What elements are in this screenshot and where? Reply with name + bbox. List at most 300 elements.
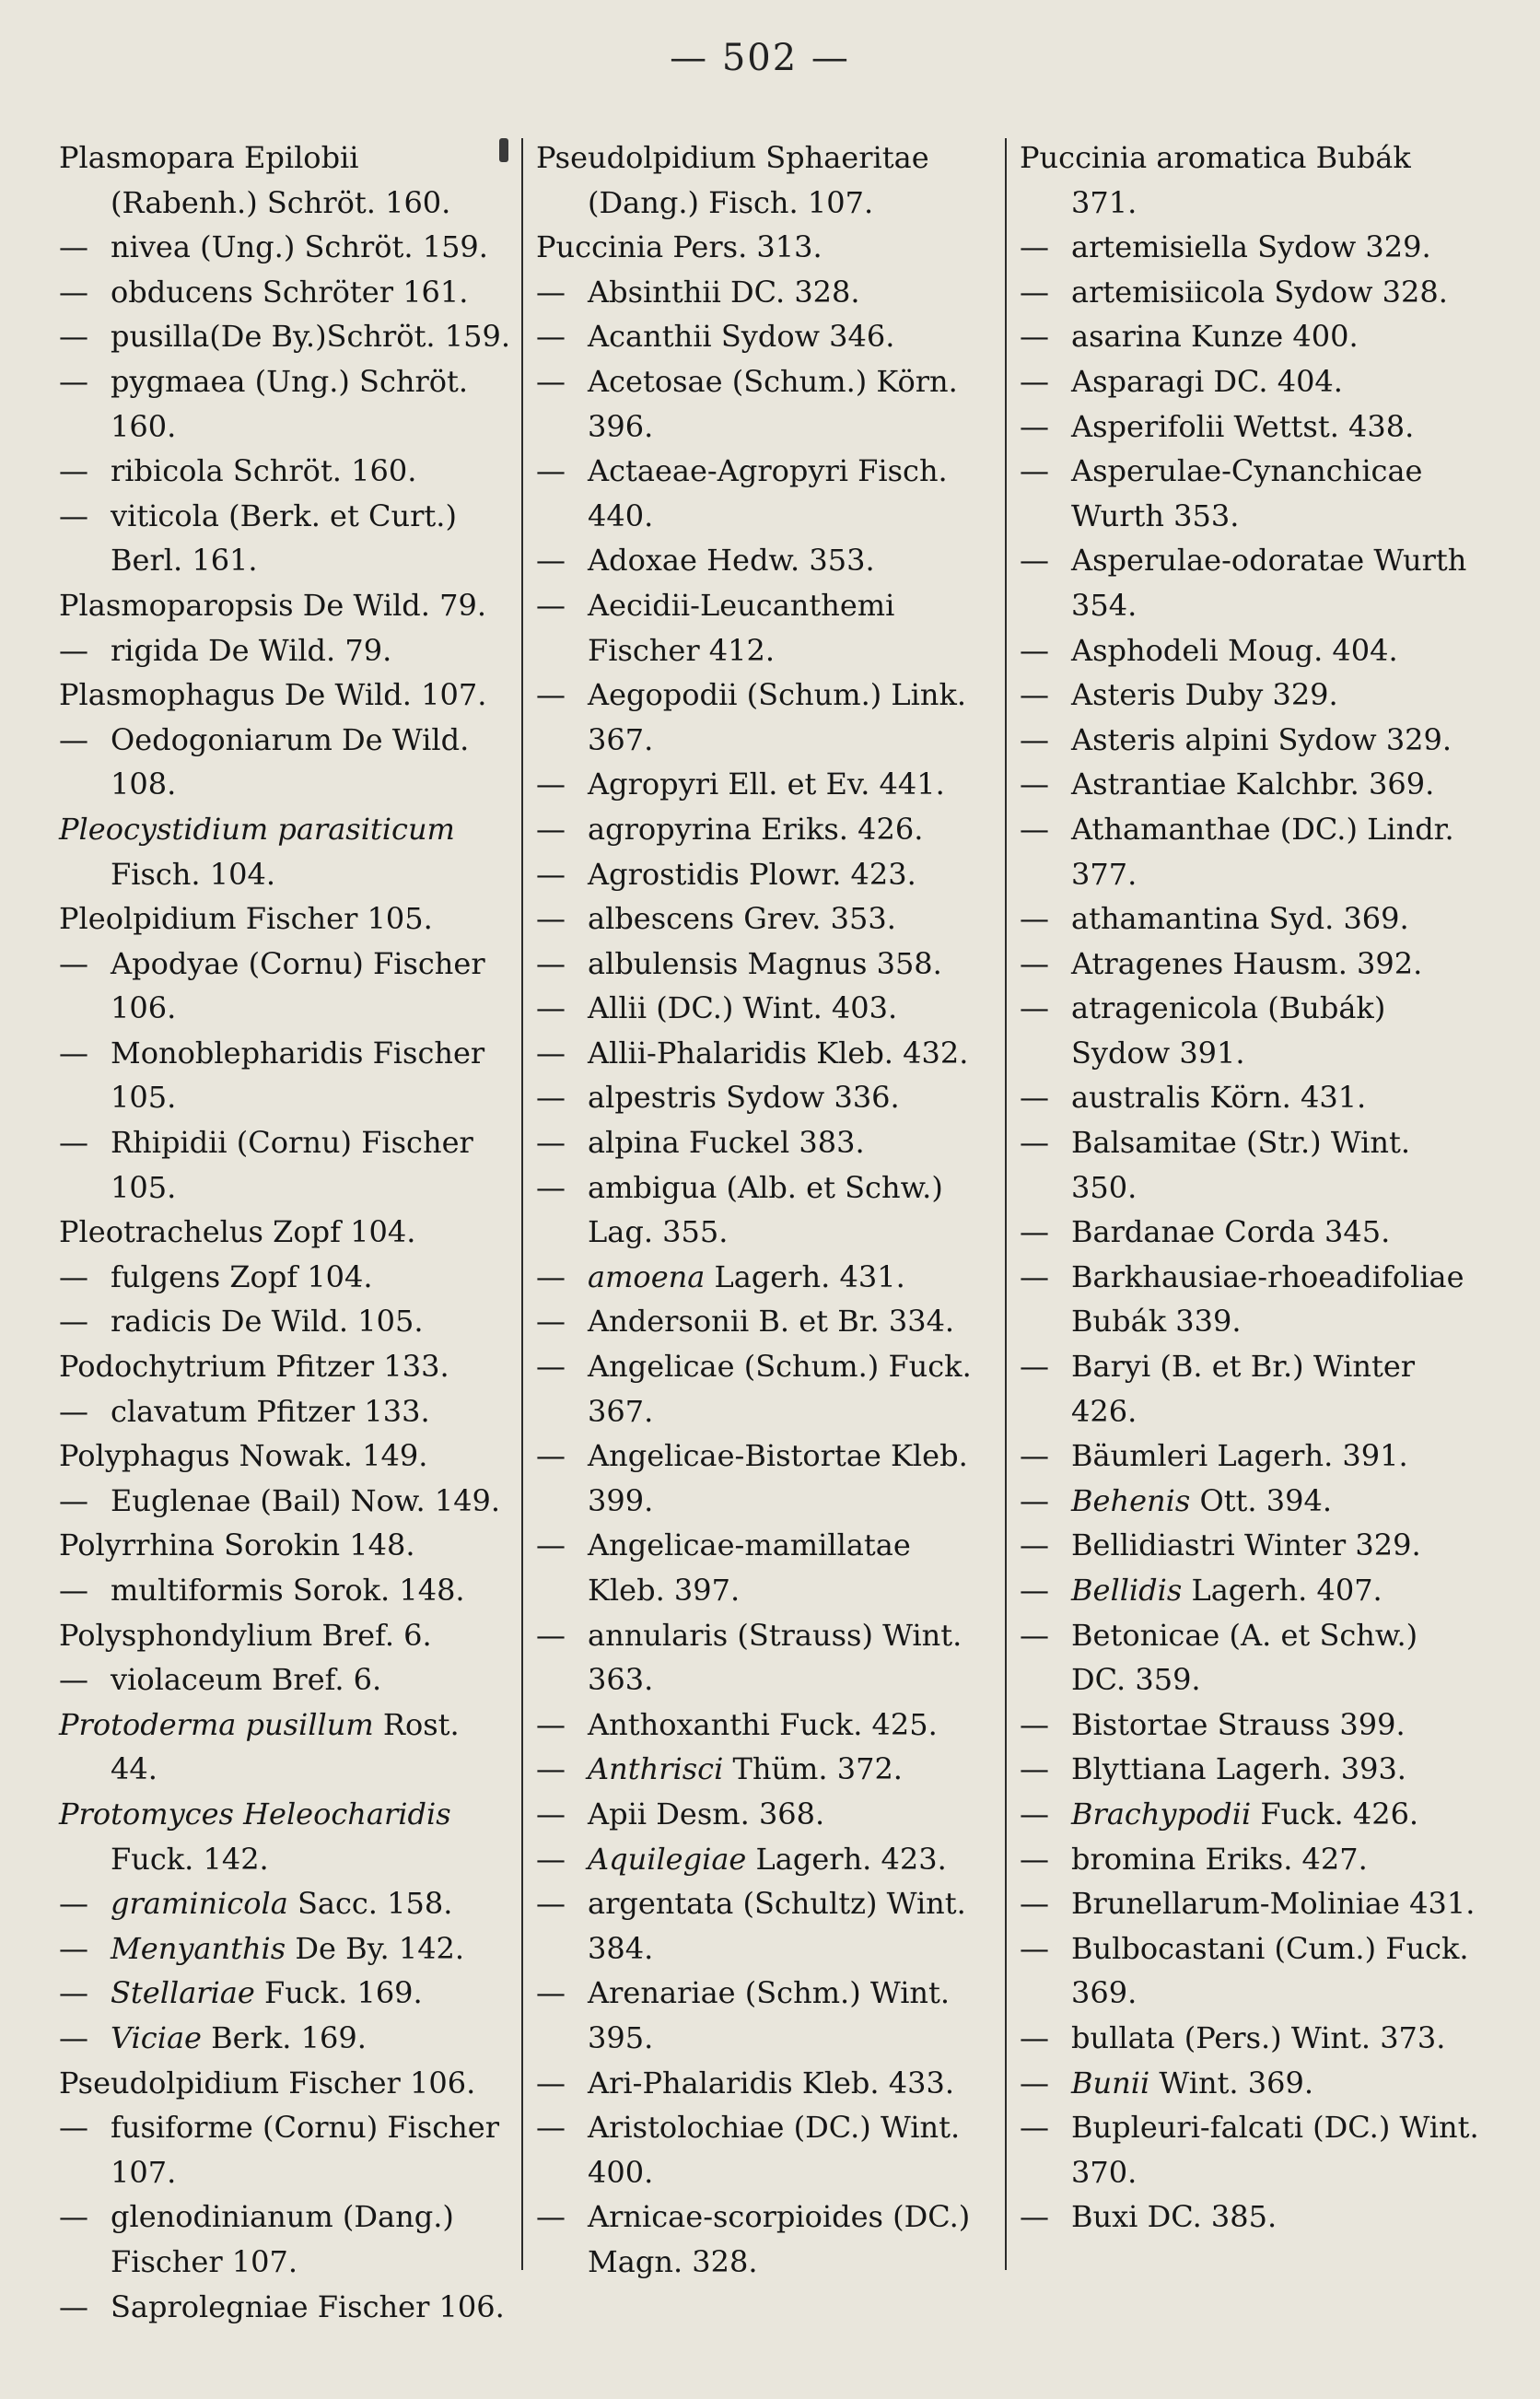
dash-mark: — — [1020, 677, 1049, 713]
index-subentry — [536, 807, 986, 852]
entry-text: Pleotrachelus Zopf 104. — [59, 1214, 416, 1250]
entry-text: Rost. 44. — [111, 1706, 460, 1787]
italic-name: Anthrisci — [588, 1751, 724, 1787]
index-subentry — [59, 449, 514, 494]
index-subentry — [1020, 1344, 1480, 1434]
dash-mark: — — [1020, 274, 1049, 310]
entry-text: Allii-Phalaridis Kleb. 432. — [588, 1035, 969, 1071]
entry-text: alpina Fuckel 383. — [588, 1125, 865, 1161]
entry-text: agropyrina Eriks. 426. — [588, 811, 924, 847]
entry-text: radicis De Wild. 105. — [111, 1304, 424, 1340]
dash-mark: — — [1020, 811, 1049, 847]
dash-mark: — — [59, 2199, 88, 2235]
index-subentry — [536, 1523, 986, 1612]
index-subentry — [536, 1613, 986, 1703]
index-entry — [59, 2061, 514, 2106]
entry-text: albescens Grev. 353. — [588, 901, 896, 937]
dash-mark: — — [536, 1796, 566, 1831]
entry-text: Fuck. 426. — [1251, 1796, 1419, 1831]
entry-text: Euglenae (Bail) Now. 149. — [111, 1482, 501, 1518]
entry-text: albulensis Magnus 358. — [588, 945, 942, 981]
entry-text: artemisiella Sydow 329. — [1071, 229, 1431, 265]
index-subentry — [59, 494, 514, 583]
index-entry — [59, 1210, 514, 1255]
dash-mark: — — [536, 2110, 566, 2146]
dash-mark: — — [1020, 408, 1049, 444]
dash-mark: — — [59, 497, 88, 533]
entry-text: Barkhausiae-rhoeadifoliae Bubák 339. — [1071, 1258, 1464, 1340]
dash-mark: — — [59, 1035, 88, 1071]
dash-mark: — — [1020, 229, 1049, 265]
index-entry — [59, 1434, 514, 1479]
index-subentry — [59, 718, 514, 807]
dash-mark: — — [59, 1975, 88, 2011]
index-subentry — [536, 2061, 986, 2106]
dash-mark: — — [536, 1169, 566, 1205]
index-entry — [59, 135, 514, 225]
dash-mark: — — [536, 945, 566, 981]
dash-mark: — — [536, 1617, 566, 1653]
entry-text: Bardanae Corda 345. — [1071, 1214, 1391, 1250]
entry-text: Arenariae (Schm.) Wint. 395. — [588, 1975, 951, 2055]
dash-mark: — — [536, 990, 566, 1026]
entry-text: Angelicae (Schum.) Fuck. 367. — [588, 1349, 972, 1429]
index-subentry — [536, 1881, 986, 1971]
dash-mark: — — [536, 453, 566, 489]
index-entry — [59, 673, 514, 718]
index-entry — [59, 896, 514, 942]
dash-mark: — — [59, 1125, 88, 1161]
entry-text: Monoblepharidis Fischer 105. — [111, 1035, 485, 1116]
index-subentry — [1020, 1881, 1480, 1926]
index-subentry — [536, 1747, 986, 1792]
index-subentry — [536, 1837, 986, 1882]
dash-mark: — — [1020, 1482, 1049, 1518]
index-subentry — [536, 359, 986, 449]
entry-text: asarina Kunze 400. — [1071, 319, 1359, 355]
index-entry — [59, 1523, 514, 1568]
entry-text: Apodyae (Cornu) Fischer 106. — [111, 945, 485, 1026]
dash-mark: — — [59, 319, 88, 355]
dash-mark: — — [59, 1930, 88, 1966]
dash-mark: — — [536, 1527, 566, 1563]
italic-name: Menyanthis — [111, 1930, 286, 1966]
entry-text: Fuck. 169. — [254, 1975, 423, 2011]
index-subentry — [59, 1389, 514, 1434]
entry-text: Blyttiana Lagerh. 393. — [1071, 1751, 1406, 1787]
entry-text: pusilla(De By.)Schröt. 159. — [111, 319, 511, 355]
entry-text: argentata (Schultz) Wint. 384. — [588, 1886, 966, 1966]
entry-text: annularis (Strauss) Wint. 363. — [588, 1617, 962, 1698]
index-subentry — [1020, 2194, 1480, 2240]
entry-text: Saprolegniae Fischer 106. — [111, 2288, 505, 2324]
dash-mark: — — [536, 1080, 566, 1116]
dash-mark: — — [1020, 1125, 1049, 1161]
index-subentry — [59, 2016, 514, 2061]
index-subentry — [59, 314, 514, 359]
index-subentry — [59, 270, 514, 315]
index-subentry — [59, 942, 514, 1031]
index-entry — [59, 1613, 514, 1658]
dash-mark: — — [1020, 319, 1049, 355]
index-subentry — [59, 225, 514, 270]
dash-mark: — — [1020, 1573, 1049, 1608]
dash-mark: — — [536, 1751, 566, 1787]
index-entry — [59, 1792, 514, 1881]
entry-text: australis Körn. 431. — [1071, 1080, 1367, 1116]
italic-name: Stellariae — [111, 1975, 255, 2011]
italic-name: Viciae — [111, 2019, 202, 2055]
dash-mark: — — [536, 1125, 566, 1161]
column-rule — [521, 138, 523, 2270]
index-subentry — [1020, 314, 1480, 359]
entry-text: Asperulae-Cynanchicae Wurth 353. — [1071, 453, 1423, 533]
dash-mark: — — [536, 1841, 566, 1877]
index-subentry — [1020, 1568, 1480, 1613]
index-subentry — [1020, 942, 1480, 987]
dash-mark: — — [59, 2019, 88, 2055]
index-subentry — [1020, 2061, 1480, 2106]
entry-text: ribicola Schröt. 160. — [111, 453, 417, 489]
entry-text: Allii (DC.) Wint. 403. — [588, 990, 898, 1026]
index-subentry — [1020, 538, 1480, 627]
index-subentry — [536, 1971, 986, 2060]
index-subentry — [1020, 1075, 1480, 1120]
dash-mark: — — [59, 632, 88, 668]
index-subentry — [59, 1479, 514, 1524]
dash-mark: — — [1020, 1706, 1049, 1742]
entry-text: Polyphagus Nowak. 149. — [59, 1438, 428, 1474]
dash-mark: — — [536, 811, 566, 847]
index-column-3 — [1020, 135, 1480, 2240]
entry-text: Asperulae-odoratae Wurth 354. — [1071, 543, 1467, 623]
dash-mark: — — [1020, 1258, 1049, 1294]
entry-text: Berk. 169. — [201, 2019, 367, 2055]
index-subentry — [1020, 2105, 1480, 2194]
index-subentry — [536, 762, 986, 807]
entry-text: Pseudolpidium Sphaeritae (Dang.) Fisch. 107. — [536, 140, 929, 220]
index-subentry — [59, 1255, 514, 1300]
entry-text: Angelicae-Bistortae Kleb. 399. — [588, 1438, 968, 1518]
entry-text: Bäumleri Lagerh. 391. — [1071, 1438, 1408, 1474]
entry-text: nivea (Ung.) Schröt. 159. — [111, 229, 488, 265]
index-subentry — [1020, 1523, 1480, 1568]
dash-mark: — — [536, 1304, 566, 1340]
index-subentry — [536, 1434, 986, 1523]
entry-text: Betonicae (A. et Schw.) DC. 359. — [1071, 1617, 1418, 1698]
index-entry — [59, 1703, 514, 1792]
entry-text: Ari-Phalaridis Kleb. 433. — [588, 2065, 954, 2101]
dash-mark: — — [536, 1438, 566, 1474]
entry-text: Asteris Duby 329. — [1071, 677, 1338, 713]
entry-text: Arnicae-scorpioides (DC.) Magn. 328. — [588, 2199, 971, 2279]
index-subentry — [536, 673, 986, 762]
index-subentry — [1020, 896, 1480, 942]
italic-name: graminicola — [111, 1886, 288, 1922]
index-subentry — [536, 583, 986, 673]
index-subentry — [536, 270, 986, 315]
dash-mark: — — [1020, 2019, 1049, 2055]
entry-text: clavatum Pfitzer 133. — [111, 1393, 430, 1429]
dash-mark: — — [59, 1573, 88, 1608]
dash-mark: — — [536, 1258, 566, 1294]
dash-mark: — — [1020, 1751, 1049, 1787]
dash-mark: — — [536, 274, 566, 310]
entry-text: bullata (Pers.) Wint. 373. — [1071, 2019, 1446, 2055]
index-subentry — [536, 896, 986, 942]
entry-text: Lagerh. 423. — [746, 1841, 947, 1877]
entry-text: Baryi (B. et Br.) Winter 426. — [1071, 1349, 1416, 1429]
index-subentry — [1020, 2016, 1480, 2061]
italic-name: Aquilegiae — [588, 1841, 747, 1877]
index-subentry — [59, 1568, 514, 1613]
entry-text: Absinthii DC. 328. — [588, 274, 860, 310]
dash-mark: — — [1020, 990, 1049, 1026]
dash-mark: — — [1020, 767, 1049, 802]
entry-text: Asperifolii Wettst. 438. — [1071, 408, 1415, 444]
entry-text: violaceum Bref. 6. — [111, 1662, 382, 1698]
index-subentry — [59, 1031, 514, 1120]
entry-text: Plasmoparopsis De Wild. 79. — [59, 587, 487, 623]
index-entry — [59, 583, 514, 628]
index-subentry — [536, 942, 986, 987]
index-subentry — [536, 1344, 986, 1434]
dash-mark: — — [536, 1975, 566, 2011]
dash-mark: — — [59, 1304, 88, 1340]
entry-text: Plasmophagus De Wild. 107. — [59, 677, 487, 713]
dash-mark: — — [1020, 543, 1049, 579]
entry-text: obducens Schröter 161. — [111, 274, 469, 310]
entry-text: Atragenes Hausm. 392. — [1071, 945, 1423, 981]
index-subentry — [1020, 270, 1480, 315]
dash-mark: — — [59, 721, 88, 757]
index-subentry — [1020, 1255, 1480, 1344]
entry-text: Polyrrhina Sorokin 148. — [59, 1527, 415, 1563]
entry-text: Anthoxanthi Fuck. 425. — [588, 1706, 938, 1742]
dash-mark: — — [59, 945, 88, 981]
entry-text: Apii Desm. 368. — [588, 1796, 825, 1831]
entry-text: Aristolochiae (DC.) Wint. 400. — [588, 2110, 961, 2190]
index-subentry — [59, 1657, 514, 1703]
dash-mark: — — [536, 677, 566, 713]
entry-text: Agropyri Ell. et Ev. 441. — [588, 767, 945, 802]
italic-name: Protomyces Heleocharidis — [59, 1796, 451, 1831]
dash-mark: — — [1020, 632, 1049, 668]
index-subentry — [59, 359, 514, 449]
dash-mark: — — [536, 2065, 566, 2101]
dash-mark: — — [536, 901, 566, 937]
entry-text: Fisch. 104. — [111, 856, 275, 892]
index-subentry — [1020, 986, 1480, 1075]
dash-mark: — — [536, 587, 566, 623]
index-subentry — [1020, 762, 1480, 807]
dash-mark: — — [59, 1482, 88, 1518]
dash-mark: — — [1020, 1841, 1049, 1877]
index-subentry — [536, 2105, 986, 2194]
page-number: — 502 — — [670, 37, 850, 79]
index-subentry — [536, 1299, 986, 1344]
index-subentry — [59, 1881, 514, 1926]
entry-text: Bistortae Strauss 399. — [1071, 1706, 1406, 1742]
entry-text: Astrantiae Kalchbr. 369. — [1071, 767, 1435, 802]
dash-mark: — — [536, 543, 566, 579]
index-subentry — [1020, 1837, 1480, 1882]
entry-text: multiformis Sorok. 148. — [111, 1573, 465, 1608]
dash-mark: — — [536, 1706, 566, 1742]
entry-text: De By. 142. — [286, 1930, 465, 1966]
entry-text: Adoxae Hedw. 353. — [588, 543, 875, 579]
index-subentry — [536, 852, 986, 897]
entry-text: Acanthii Sydow 346. — [588, 319, 895, 355]
index-subentry — [59, 1926, 514, 1972]
index-subentry — [1020, 449, 1480, 538]
entry-text: Thüm. 372. — [723, 1751, 903, 1787]
entry-text: Asphodeli Moug. 404. — [1071, 632, 1398, 668]
index-entry — [59, 807, 514, 896]
dash-mark: — — [1020, 2065, 1049, 2101]
entry-text: Polysphondylium Bref. 6. — [59, 1617, 432, 1653]
dash-mark: — — [59, 229, 88, 265]
entry-text: Andersonii B. et Br. 334. — [588, 1304, 955, 1340]
index-subentry — [1020, 1120, 1480, 1210]
index-entry — [536, 135, 986, 225]
index-subentry — [536, 1120, 986, 1165]
entry-text: Angelicae-mamillatae Kleb. 397. — [588, 1527, 911, 1608]
index-subentry — [1020, 1792, 1480, 1837]
index-subentry — [1020, 673, 1480, 718]
dash-mark: — — [536, 1035, 566, 1071]
dash-mark: — — [536, 319, 566, 355]
index-subentry — [1020, 628, 1480, 673]
dash-mark: — — [59, 1393, 88, 1429]
entry-text: Pseudolpidium Fischer 106. — [59, 2065, 476, 2101]
dash-mark: — — [59, 1662, 88, 1698]
index-subentry — [1020, 1747, 1480, 1792]
dash-mark: — — [59, 1258, 88, 1294]
entry-text: Buxi DC. 385. — [1071, 2199, 1278, 2235]
entry-text: Lagerh. 407. — [1182, 1573, 1382, 1608]
dash-mark: — — [1020, 2199, 1049, 2235]
entry-text: Ott. 394. — [1190, 1482, 1332, 1518]
entry-text: Athamanthae (DC.) Lindr. 377. — [1071, 811, 1454, 892]
index-subentry — [59, 1120, 514, 1210]
index-subentry — [1020, 404, 1480, 450]
entry-text: atragenicola (Bubák) Sydow 391. — [1071, 990, 1386, 1071]
dash-mark: — — [1020, 1527, 1049, 1563]
column-rule — [1005, 138, 1007, 2270]
dash-mark: — — [1020, 901, 1049, 937]
entry-text: viticola (Berk. et Curt.) Berl. 161. — [111, 497, 457, 579]
entry-text: Acetosae (Schum.) Körn. 396. — [588, 363, 958, 444]
index-subentry — [536, 1031, 986, 1076]
entry-text: Bupleuri-falcati (DC.) Wint. 370. — [1071, 2110, 1479, 2190]
index-subentry — [59, 1299, 514, 1344]
dash-mark: — — [1020, 2110, 1049, 2146]
entry-text: Plasmopara Epilobii (Rabenh.) Schröt. 160. — [59, 140, 451, 220]
dash-mark: — — [59, 2288, 88, 2324]
entry-text: Oedogoniarum De Wild. 108. — [111, 721, 470, 802]
index-subentry — [1020, 225, 1480, 270]
entry-text: pygmaea (Ung.) Schröt. 160. — [111, 363, 469, 444]
dash-mark: — — [536, 767, 566, 802]
italic-name: Brachypodii — [1071, 1796, 1252, 1831]
dash-mark: — — [536, 363, 566, 399]
dash-mark: — — [59, 2110, 88, 2146]
italic-name: Protoderma pusillum — [59, 1706, 374, 1742]
index-subentry — [1020, 1703, 1480, 1748]
index-subentry — [536, 986, 986, 1031]
dash-mark: — — [1020, 1796, 1049, 1831]
index-column-2 — [536, 135, 986, 2285]
entry-text: Balsamitae (Str.) Wint. 350. — [1071, 1125, 1411, 1205]
italic-name: Bellidis — [1071, 1573, 1183, 1608]
entry-text: Bulbocastani (Cum.) Fuck. 369. — [1071, 1930, 1469, 2011]
index-subentry — [1020, 1210, 1480, 1255]
dash-mark: — — [59, 1886, 88, 1922]
dash-mark: — — [1020, 1930, 1049, 1966]
entry-text: Brunellarum-Moliniae 431. — [1071, 1886, 1476, 1922]
entry-text: Agrostidis Plowr. 423. — [588, 856, 916, 892]
dash-mark: — — [536, 1886, 566, 1922]
dash-mark: — — [1020, 1617, 1049, 1653]
index-subentry — [536, 1792, 986, 1837]
index-subentry — [1020, 1434, 1480, 1479]
entry-text: athamantina Syd. 369. — [1071, 901, 1409, 937]
entry-text: Actaeae-Agropyri Fisch. 440. — [588, 453, 948, 533]
entry-text: Puccinia Pers. 313. — [536, 229, 822, 265]
entry-text: Puccinia aromatica Bubák 371. — [1020, 140, 1411, 220]
dash-mark: — — [1020, 453, 1049, 489]
index-subentry — [1020, 359, 1480, 404]
index-subentry — [536, 449, 986, 538]
entry-text: Pleolpidium Fischer 105. — [59, 901, 433, 937]
entry-text: Aecidii-Leucanthemi Fischer 412. — [588, 587, 895, 668]
dash-mark: — — [1020, 1349, 1049, 1385]
index-entry — [536, 225, 986, 270]
entry-text: ambigua (Alb. et Schw.) Lag. 355. — [588, 1169, 943, 1250]
dash-mark: — — [59, 274, 88, 310]
index-column-1 — [59, 135, 514, 2329]
index-subentry — [536, 1075, 986, 1120]
entry-text: Bellidiastri Winter 329. — [1071, 1527, 1421, 1563]
index-subentry — [1020, 1613, 1480, 1703]
entry-text: bromina Eriks. 427. — [1071, 1841, 1368, 1877]
entry-text: fulgens Zopf 104. — [111, 1258, 373, 1294]
index-subentry — [536, 538, 986, 583]
dash-mark: — — [1020, 1886, 1049, 1922]
entry-text: Asteris alpini Sydow 329. — [1071, 721, 1452, 757]
italic-name: Bunii — [1071, 2065, 1150, 2101]
dash-mark: — — [536, 2199, 566, 2235]
dash-mark: — — [1020, 1438, 1049, 1474]
index-subentry — [59, 2285, 514, 2330]
italic-name: amoena — [588, 1258, 706, 1294]
index-entry — [59, 1344, 514, 1389]
entry-text: rigida De Wild. 79. — [111, 632, 392, 668]
dash-mark: — — [1020, 363, 1049, 399]
index-subentry — [59, 1971, 514, 2016]
index-subentry — [1020, 807, 1480, 896]
index-subentry — [536, 1255, 986, 1300]
index-subentry — [536, 1703, 986, 1748]
italic-name: Pleocystidium parasiticum — [59, 811, 455, 847]
entry-text: Wint. 369. — [1149, 2065, 1313, 2101]
dash-mark: — — [1020, 721, 1049, 757]
index-subentry — [59, 2194, 514, 2284]
italic-name: Behenis — [1071, 1482, 1191, 1518]
dash-mark: — — [1020, 1214, 1049, 1250]
index-entry — [1020, 135, 1480, 225]
